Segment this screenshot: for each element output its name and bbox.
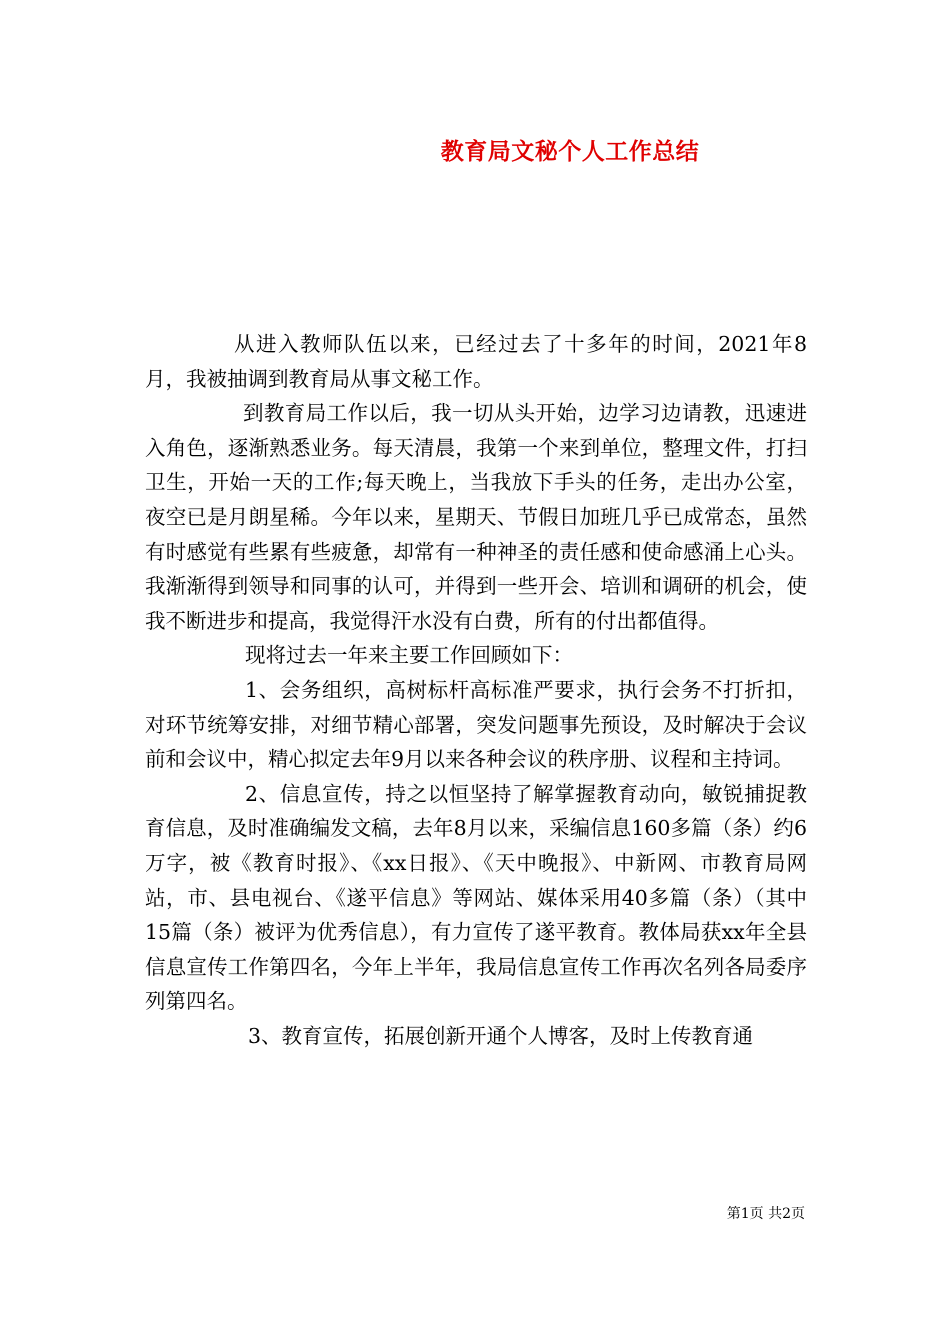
page-footer: 第1页 共2页: [726, 1206, 805, 1222]
paragraph-work-experience: 到教育局工作以后，我一切从头开始，边学习边请教，迅速进入角色，逐渐熟悉业务。每天清晨，我第一个来到单位，整理文件，打扫卫生，开始一天的工作;每天晚上，当我放下手头的任务，走出办公室，夜空已是月朗星稀。今年以来，星期天、节假日加班几乎已成常态，虽然有时感觉有些累有些疲惫，却常有一种神圣的责任感和使命感涌上心头。我渐渐得到领导和同事的认可，并得到一些开会、培训和调研的机会，使我不断进步和提高，我觉得汗水没有白费，所有的付出都值得。: [145, 401, 807, 633]
paragraph-item-1-meetings: 1、会务组织，高树标杆高标准严要求，执行会务不打折扣，对环节统筹安排，对细节精心部署，突发问题事先预设，及时解决于会议前和会议中，精心拟定去年9月以来各种会议的秩序册、议程和主持词。: [145, 677, 807, 772]
document-body: [145, 327, 807, 1053]
paragraph-review-heading: 现将过去一年来主要工作回顾如下：: [245, 643, 573, 668]
document-title: 教育局文秘个人工作总结: [440, 138, 700, 165]
paragraph-item-3-education: 3、教育宣传，拓展创新开通个人博客，及时上传教育通: [248, 1023, 754, 1048]
paragraph-item-2-information: 2、信息宣传，持之以恒坚持了解掌握教育动向，敏锐捕捉教育信息，及时准确编发文稿，去年8月以来，采编信息160多篇（条）约6万字，被《教育时报》、《xx日报》、《天中晚报》、中新网、市教育局网站，市、县电视台、《遂平信息》等网站、媒体采用40多篇（条）（其中15篇（条）被评为优秀信息），有力宣传了遂平教育。教体局获xx年全县信息宣传工作第四名，今年上半年，我局信息宣传工作再次名列各局委序列第四名。: [145, 781, 807, 1014]
paragraph-intro: 从进入教师队伍以来，已经过去了十多年的时间，2021年8月，我被抽调到教育局从事文秘工作。: [145, 332, 807, 391]
